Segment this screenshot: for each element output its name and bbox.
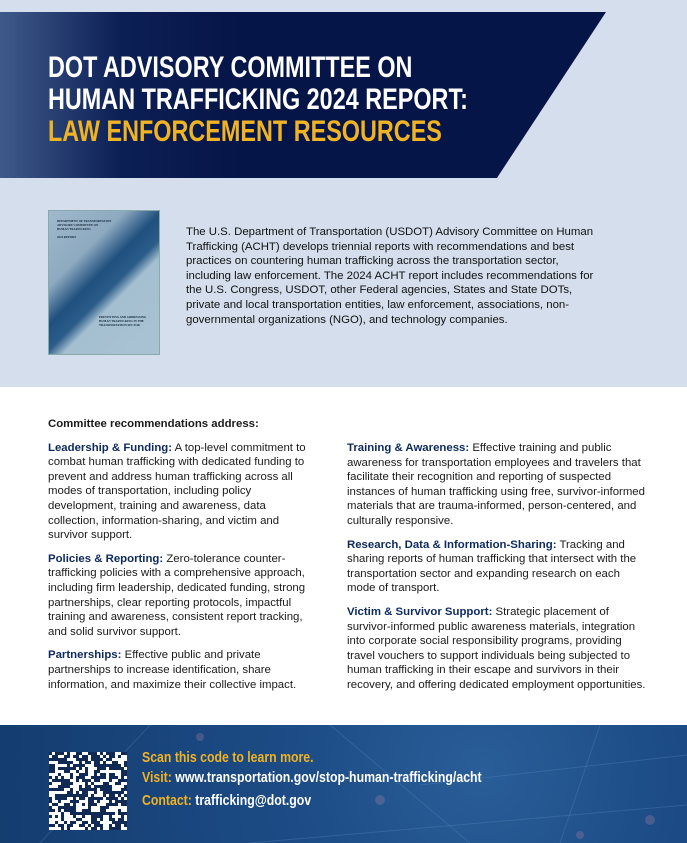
page-title: [48, 52, 468, 148]
cover-text: 2024 REPORT: [57, 235, 77, 239]
item-title: Leadership & Funding:: [48, 441, 173, 454]
report-cover-image: [48, 210, 160, 355]
qr-code[interactable]: [49, 752, 127, 830]
title-line: HUMAN TRAFFICKING 2024 REPORT:: [48, 83, 468, 116]
cover-text: HUMAN TRAFFICKING IN THE: [99, 319, 144, 323]
item-text: Tracking and sharing reports of human trafficking that intersect with the transportation sector and expanding research on each mode of transport.: [347, 538, 637, 595]
visit-label: Visit:: [142, 769, 172, 786]
cover-text: HUMAN TRAFFICKING: [57, 227, 91, 231]
item-title: Victim & Survivor Support:: [347, 605, 493, 618]
cover-text: DEPARTMENT OF TRANSPORTATION: [57, 219, 112, 223]
cover-text: ADVISORY COMMITTEE ON: [57, 223, 99, 227]
recommendation-item: [347, 441, 647, 529]
item-title: Research, Data & Information-Sharing:: [347, 538, 557, 551]
visit-link[interactable]: www.transportation.gov/stop-human-trafficking/acht: [171, 769, 482, 786]
item-text: Effective public and private partnerships to increase identification, share information, and maximize their collective impact.: [48, 649, 297, 691]
contact-label: Contact:: [142, 792, 192, 809]
intro-band: [0, 0, 687, 387]
item-text: Effective training and public awareness for transportation employees and travelers that facilitate their recognition and reporting of suspected instances of human trafficking using free, survivor-informed materials that are trauma-informed, person-centered, and culturally responsive.: [347, 442, 645, 527]
recommendations-header: Committee recommendations address:: [48, 418, 259, 430]
item-title: Training & Awareness:: [347, 442, 470, 454]
intro-paragraph: The U.S. Department of Transportation (USDOT) Advisory Committee on Human Trafficking (ACHT) develops triennial reports with recommendations and best practices on countering human trafficking across the transportation sector, including law enforcement. The 2024 ACHT report includes recommendations for the U.S. Congress, USDOT, other Federal agencies, States and State DOTs, private and local transportation entities, law enforcement, associations, non-governmental organizations (NGO), and technology companies.: [186, 226, 594, 326]
footer: [0, 725, 687, 843]
right-column: [347, 441, 647, 702]
item-text: A top-level commitment to combat human trafficking with dedicated funding to prevent and address human trafficking across all modes of transportation, including policy development, training and awareness, data collection, information-sharing, and victim and survivor support.: [48, 441, 306, 542]
qr-pattern: [49, 752, 127, 830]
cover-text: TRANSPORTATION SECTOR: [99, 323, 140, 327]
recommendation-item: [48, 552, 318, 640]
item-title: Partnerships:: [48, 649, 122, 662]
cover-text: PREVENTING AND ADDRESSING: [99, 315, 147, 319]
recommendation-item: [347, 538, 647, 596]
footer-text: [142, 748, 482, 811]
left-column: [48, 417, 318, 701]
recommendation-item: [48, 648, 318, 692]
recommendation-item: [347, 605, 647, 693]
item-text: Strategic placement of survivor-informed public awareness materials, integration into corporate social responsibility programs, providing travel vouchers to support individuals being subjected to human trafficking in their escape and survivors in their recovery, and offering dedicated employment opportunities.: [347, 605, 646, 691]
item-text: Zero-tolerance counter-trafficking policies with a comprehensive approach, including firm leadership, dedicated funding, strong partnerships, clear reporting protocols, impactful training and awareness, consistent report tracking, and solid survivor support.: [48, 552, 306, 638]
recommendation-item: [48, 441, 318, 543]
item-title: Policies & Reporting:: [48, 552, 164, 565]
contact-email-link[interactable]: trafficking@dot.gov: [191, 792, 312, 809]
title-line: DOT ADVISORY COMMITTEE ON: [48, 51, 413, 84]
title-subtitle: LAW ENFORCEMENT RESOURCES: [48, 115, 442, 148]
scan-prompt: Scan this code to learn more.: [142, 749, 314, 766]
